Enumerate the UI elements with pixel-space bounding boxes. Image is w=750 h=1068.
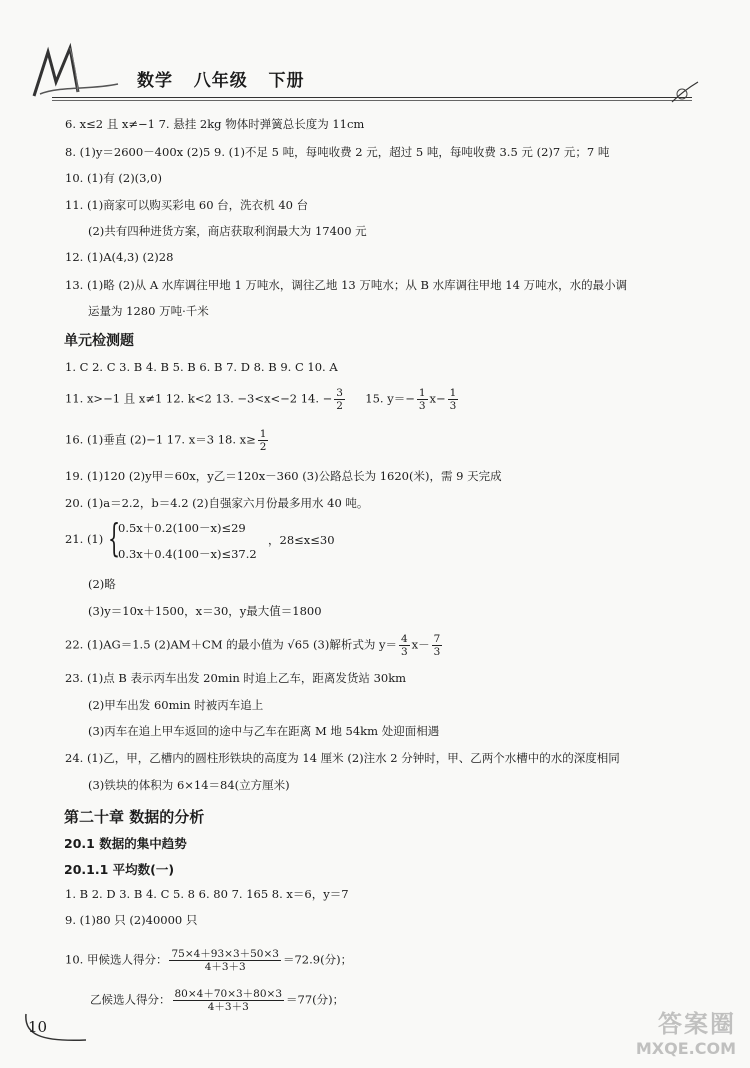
section-answer-10-a: 10. 甲候选人得分： $\frac{75\times 4+93\times 3+50\times 3}{4+3+3}$ ＝72.9(分)； — [65, 948, 353, 973]
section-heading-20-1-1: 20.1.1 平均数(一) — [64, 862, 175, 877]
watermark-brand: 答案圈 — [658, 1010, 736, 1038]
unit-answers-1-10: 1. C 2. C 3. B 4. B 5. B 6. B 7. D 8. B 9. C 10. A — [65, 360, 338, 374]
section-heading-20-1: 20.1 数据的集中趋势 — [64, 836, 187, 851]
answer-11-2: (2)共有四种进货方案，商店获取利润最大为 17400 元 — [88, 224, 367, 238]
unit-answer-21-3: (3)y＝10x＋1500，x＝30，y最大值＝1800 — [88, 604, 322, 618]
answer-12: 12. (1)A(4,3) (2)28 — [65, 250, 174, 264]
page-number: 10 — [28, 1018, 48, 1036]
page-title: 数学 八年级 下册 — [137, 71, 305, 91]
watermark — [636, 1004, 736, 1058]
answer-10: 10. (1)有 (2)(3,0) — [65, 171, 162, 185]
unit-answer-20: 20. (1)a＝2.2，b＝4.2 (2)自强家六月份最多用水 40 吨。 — [65, 496, 369, 510]
unit-answer-24-1: 24. (1)乙，甲，乙槽内的圆柱形铁块的高度为 14 厘米 (2)注水 2 分钟时，甲、乙两个水槽中的水的深度相同 — [65, 751, 620, 765]
unit-answer-19: 19. (1)120 (2)y甲＝60x，y乙＝120x－360 (3)公路总长为 1620(米)，需 9 天完成 — [65, 469, 502, 483]
answer-6-7: 6. x≤2 且 x≠−1 7. 悬挂 2kg 物体时弹簧总长度为 11cm — [65, 117, 365, 131]
unit-answer-23-1: 23. (1)点 B 表示丙车出发 20min 时追上乙车，距离发货站 30km — [65, 671, 407, 685]
book-logo-icon — [30, 42, 120, 100]
inequality-1: 0.5x＋0.2(100－x)≤29 — [118, 521, 246, 535]
unit-answer-23-2: (2)甲车出发 60min 时被丙车追上 — [88, 698, 264, 712]
answer-13-cont: 运量为 1280 万吨·千米 — [88, 304, 209, 318]
section-answers-1-8: 1. B 2. D 3. B 4. C 5. 8 6. 80 7. 165 8. x＝6，y＝7 — [65, 887, 349, 901]
unit-answer-21-2: (2)略 — [88, 577, 116, 591]
unit-answer-22: 22. (1)AG＝1.5 (2)AM＋CM 的最小值为 √65 (3)解析式为 y＝ $\frac{4}{3}$ x－ $\frac{7}{3}$ — [65, 633, 441, 658]
quill-icon — [668, 80, 700, 106]
section-answer-9: 9. (1)80 只 (2)40000 只 — [65, 913, 198, 927]
header-rule — [52, 97, 692, 98]
unit-answer-21-label: 21. (1) — [65, 532, 104, 546]
chapter-heading: 第二十章 数据的分析 — [64, 808, 205, 826]
page-header — [0, 0, 750, 110]
answer-8-9: 8. (1)y＝2600－400x (2)5 9. (1)不足 5 吨，每吨收费 2 元，超过 5 吨，每吨收费 3.5 元 (2)7 元；7 吨 — [65, 145, 610, 159]
unit-answer-24-3: (3)铁块的体积为 6×14＝84(立方厘米) — [88, 778, 290, 792]
watermark-url: MXQE.COM — [635, 1039, 736, 1058]
section-answer-10-b: 乙候选人得分： $\frac{80\times 4+70\times 3+80\times 3}{4+3+3}$ ＝77(分)； — [90, 988, 345, 1013]
inequality-solution: ，28≤x≤30 — [268, 533, 335, 547]
unit-answers-11-15: 11. x>−1 且 x≠1 12. k<2 13. −3<x<−2 14. − $\frac{3}{2}$ 15. y＝− $\frac{1}{3}$ x− $\frac{1}{3}$ — [65, 387, 457, 412]
unit-test-heading: 单元检测题 — [64, 333, 134, 349]
inequality-2: 0.3x＋0.4(100－x)≤37.2 — [118, 547, 257, 561]
unit-answer-23-3: (3)丙车在追上甲车返回的途中与乙车在距离 M 地 54km 处迎面相遇 — [88, 724, 440, 738]
answer-11-1: 11. (1)商家可以购买彩电 60 台，洗衣机 40 台 — [65, 198, 309, 212]
answer-13: 13. (1)略 (2)从 A 水库调往甲地 1 万吨水，调往乙地 13 万吨水；从 B 水库调往甲地 14 万吨水，水的最小调 — [65, 278, 628, 292]
unit-answers-16-18: 16. (1)垂直 (2)−1 17. x＝3 18. x≥ $\frac{1}{2}$ — [65, 428, 267, 453]
header-rule-thin — [52, 100, 692, 101]
system-brace: { — [108, 516, 121, 560]
